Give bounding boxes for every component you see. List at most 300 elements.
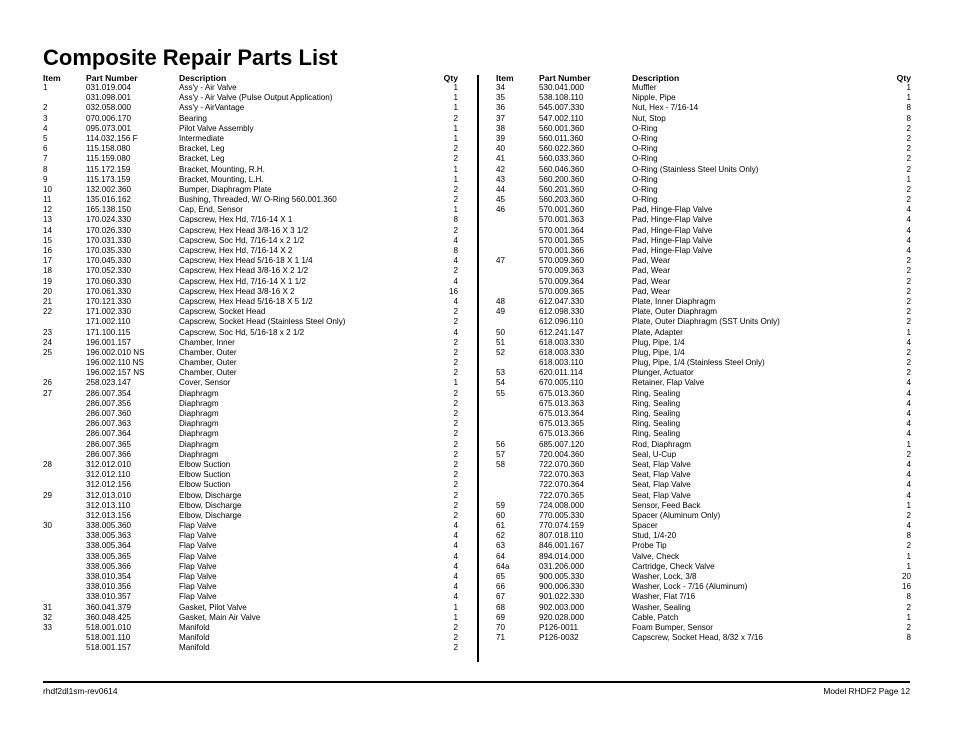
item-number: 40 — [496, 144, 506, 154]
table-row — [496, 114, 914, 124]
quantity: 4 — [906, 378, 911, 388]
description: Seat, Flap Valve — [632, 470, 691, 480]
description: Flap Valve — [179, 531, 217, 541]
quantity: 2 — [906, 622, 911, 632]
part-number: P126-0011 — [539, 622, 579, 632]
quantity: 1 — [906, 500, 911, 510]
quantity: 8 — [906, 592, 911, 602]
quantity: 1 — [453, 133, 458, 143]
quantity: 2 — [906, 286, 911, 296]
description: Diaphragm — [179, 449, 219, 459]
quantity: 2 — [453, 419, 458, 429]
column-divider — [477, 75, 479, 662]
quantity: 1 — [453, 93, 458, 103]
description: Capscrew, Socket Head (Stainless Steel Only) — [179, 317, 346, 327]
table-row — [496, 592, 914, 602]
table-row — [496, 246, 914, 256]
description: Bushing, Threaded, W/ O-Ring 560.001.360 — [179, 195, 337, 205]
quantity: 4 — [906, 459, 911, 469]
part-number: 031.206.000 — [539, 561, 585, 571]
description: Cap, End, Sensor — [179, 205, 243, 215]
part-number: 338.005.365 — [86, 551, 132, 561]
item-number: 60 — [496, 510, 506, 520]
quantity: 2 — [453, 459, 458, 469]
table-row — [43, 592, 463, 602]
description: Gasket, Main Air Valve — [179, 612, 261, 622]
quantity: 2 — [453, 643, 458, 653]
table-row — [43, 643, 463, 653]
item-number: 27 — [43, 388, 53, 398]
table-row — [496, 633, 914, 643]
part-number: 618.003.330 — [539, 337, 585, 347]
description: Elbow Suction — [179, 480, 231, 490]
item-number: 25 — [43, 347, 53, 357]
part-number: 618.003.330 — [539, 347, 585, 357]
table-row — [43, 572, 463, 582]
quantity: 2 — [906, 449, 911, 459]
description: Capscrew, Soc Hd, 7/16-14 x 2 1/2 — [179, 235, 305, 245]
item-number: 53 — [496, 368, 506, 378]
description: Plunger, Actuator — [632, 368, 694, 378]
description: Seal, U-Cup — [632, 449, 677, 459]
description: Nipple, Pipe — [632, 93, 676, 103]
item-number: 5 — [43, 133, 48, 143]
table-row — [496, 491, 914, 501]
part-number: 560.201.360 — [539, 184, 585, 194]
quantity: 1 — [906, 561, 911, 571]
part-number: 312.013.010 — [86, 490, 132, 500]
item-number: 45 — [496, 195, 506, 205]
part-number: 338.010.357 — [86, 592, 132, 602]
table-row — [496, 521, 914, 531]
part-number: 095.073.001 — [86, 123, 132, 133]
item-number: 66 — [496, 582, 506, 592]
quantity: 1 — [453, 602, 458, 612]
header-item: Item — [43, 73, 61, 83]
item-number: 49 — [496, 307, 506, 317]
table-row — [43, 511, 463, 521]
part-number: 286.007.366 — [86, 449, 132, 459]
table-row — [496, 470, 914, 480]
table-row — [496, 613, 914, 623]
item-number: 65 — [496, 572, 506, 581]
part-number: 114.032.156 F — [86, 133, 138, 143]
description: Pad, Wear — [632, 276, 671, 286]
table-row — [43, 307, 463, 317]
item-number: 29 — [43, 490, 53, 500]
part-number: 338.005.366 — [86, 561, 132, 571]
table-row — [43, 491, 463, 501]
quantity: 1 — [453, 164, 458, 174]
description: O-Ring — [632, 144, 658, 154]
quantity: 1 — [906, 83, 911, 92]
quantity: 2 — [906, 358, 911, 368]
table-header-right — [496, 73, 914, 83]
part-number: 135.016.162 — [86, 195, 132, 205]
part-number: 770.074.159 — [539, 521, 585, 531]
table-row — [496, 165, 914, 175]
description: Flap Valve — [179, 551, 217, 561]
table-row — [496, 93, 914, 103]
description: Gasket, Pilot Valve — [179, 602, 247, 612]
table-row — [43, 103, 463, 113]
quantity: 16 — [448, 286, 458, 296]
part-number: 032.058.000 — [86, 103, 132, 113]
part-number: 612.098.330 — [539, 307, 585, 317]
part-number: 338.005.363 — [86, 531, 132, 541]
table-row — [43, 582, 463, 592]
description: Plate, Outer Diaphragm — [632, 307, 718, 317]
table-row — [43, 134, 463, 144]
item-number: 48 — [496, 296, 506, 306]
part-number: 612.241.147 — [539, 327, 585, 337]
table-row — [496, 297, 914, 307]
quantity: 2 — [906, 195, 911, 205]
part-number: 570.001.366 — [539, 246, 585, 255]
table-row — [43, 399, 463, 409]
quantity: 2 — [906, 144, 911, 154]
part-number: 031.098.001 — [86, 93, 132, 103]
quantity: 4 — [906, 419, 911, 429]
quantity: 2 — [906, 317, 911, 327]
quantity: 2 — [453, 358, 458, 368]
table-row — [496, 572, 914, 582]
part-number: 900.005.330 — [539, 572, 585, 581]
item-number: 12 — [43, 205, 53, 215]
part-number: 902.003.000 — [539, 602, 585, 612]
part-number: 560.200.360 — [539, 174, 585, 184]
quantity: 2 — [453, 184, 458, 194]
description: Sensor, Feed Back — [632, 500, 701, 510]
table-row — [496, 256, 914, 266]
part-number: 031.019.004 — [86, 83, 132, 92]
part-number: 360.048.425 — [86, 612, 132, 622]
description: Bumper, Diaphragm Plate — [179, 184, 272, 194]
footer-page-number: Model RHDF2 Page 12 — [823, 686, 910, 696]
description: Plate, Inner Diaphragm — [632, 296, 716, 306]
quantity: 2 — [906, 602, 911, 612]
table-row — [43, 368, 463, 378]
item-number: 64a — [496, 561, 510, 571]
description: O-Ring — [632, 184, 658, 194]
part-number: 070.006.170 — [86, 113, 132, 123]
part-number: 171.002.330 — [86, 307, 132, 317]
part-number: 165.138.150 — [86, 205, 132, 215]
table-row — [43, 409, 463, 419]
quantity: 2 — [453, 439, 458, 449]
description: Ring, Sealing — [632, 429, 681, 439]
description: Pad, Wear — [632, 256, 671, 266]
table-row — [496, 501, 914, 511]
table-row — [496, 603, 914, 613]
quantity: 2 — [453, 368, 458, 378]
quantity: 4 — [453, 541, 458, 551]
table-row — [43, 633, 463, 643]
part-number: 171.100.115 — [86, 327, 131, 337]
table-row — [496, 541, 914, 551]
quantity: 4 — [906, 521, 911, 531]
quantity: 1 — [906, 612, 911, 622]
description: Nut, Stop — [632, 113, 666, 123]
part-number: 722.070.363 — [539, 470, 585, 480]
description: Flap Valve — [179, 572, 217, 581]
quantity: 2 — [453, 510, 458, 520]
part-number: 846.001.167 — [539, 541, 585, 551]
part-number: 675.013.364 — [539, 409, 585, 418]
quantity: 4 — [906, 480, 911, 490]
table-row — [43, 541, 463, 551]
part-number: 920.028.000 — [539, 612, 585, 622]
quantity: 2 — [906, 154, 911, 164]
item-number: 20 — [43, 286, 53, 296]
description: Elbow Suction — [179, 459, 231, 469]
quantity: 4 — [453, 235, 458, 245]
part-number: 338.010.354 — [86, 572, 132, 581]
quantity: 2 — [453, 633, 458, 643]
header-description: Description — [179, 73, 227, 83]
description: Cover, Sensor — [179, 378, 231, 388]
part-number: 286.007.356 — [86, 398, 132, 408]
table-row — [496, 287, 914, 297]
part-number: 132.002.360 — [86, 184, 132, 194]
quantity: 2 — [453, 225, 458, 235]
part-number: 560.011.360 — [539, 133, 584, 143]
quantity: 2 — [453, 195, 458, 205]
table-row — [496, 460, 914, 470]
part-number: 518.001.110 — [86, 633, 131, 643]
footer-rule — [43, 681, 910, 683]
description: Capscrew, Socket Head — [179, 307, 266, 317]
description: Spacer — [632, 521, 658, 531]
item-number: 42 — [496, 164, 506, 174]
item-number: 21 — [43, 296, 53, 306]
description: Diaphragm — [179, 419, 219, 429]
table-row — [43, 419, 463, 429]
description: Muffler — [632, 83, 657, 92]
part-number: 724.008.000 — [539, 500, 585, 510]
description: Pad, Wear — [632, 266, 671, 276]
item-number: 6 — [43, 144, 48, 154]
item-number: 13 — [43, 215, 53, 225]
description: Elbow, Discharge — [179, 490, 242, 500]
item-number: 8 — [43, 164, 48, 174]
quantity: 4 — [453, 551, 458, 561]
description: Diaphragm — [179, 409, 219, 418]
table-row — [43, 277, 463, 287]
description: Plate, Adapter — [632, 327, 683, 337]
quantity: 4 — [453, 521, 458, 531]
description: Nut, Hex - 7/16-14 — [632, 103, 699, 113]
part-number: 312.012.110 — [86, 470, 131, 480]
item-number: 10 — [43, 184, 53, 194]
description: Bearing — [179, 113, 207, 123]
part-number: 286.007.360 — [86, 409, 132, 418]
header-qty: Qty — [443, 73, 458, 83]
part-number: 722.070.360 — [539, 459, 585, 469]
rows-left — [43, 83, 463, 654]
description: Plug, Pipe, 1/4 — [632, 337, 685, 347]
part-number: 720.004.360 — [539, 449, 585, 459]
part-number: 620.011.114 — [539, 368, 583, 378]
page-title: Composite Repair Parts List — [43, 45, 338, 70]
table-row — [43, 185, 463, 195]
quantity: 4 — [906, 205, 911, 215]
quantity: 2 — [906, 133, 911, 143]
item-number: 57 — [496, 449, 506, 459]
part-number: 196.002.010 NS — [86, 347, 145, 357]
part-number: 570.009.363 — [539, 266, 585, 276]
table-row — [43, 480, 463, 490]
part-number: 570.009.364 — [539, 276, 585, 286]
quantity: 2 — [906, 123, 911, 133]
part-number: 338.010.356 — [86, 582, 132, 592]
part-number: 675.013.366 — [539, 429, 585, 439]
description: Flap Valve — [179, 592, 217, 602]
quantity: 2 — [906, 307, 911, 317]
description: Rod, Diaphragm — [632, 439, 691, 449]
quantity: 4 — [906, 409, 911, 418]
quantity: 4 — [906, 470, 911, 480]
table-row — [43, 226, 463, 236]
part-number: 170.024.330 — [86, 215, 132, 225]
description: Plug, Pipe, 1/4 — [632, 347, 685, 357]
description: Pad, Hinge-Flap Valve — [632, 246, 713, 255]
description: Manifold — [179, 643, 210, 653]
description: Chamber, Outer — [179, 347, 237, 357]
quantity: 4 — [453, 327, 458, 337]
description: Diaphragm — [179, 388, 219, 398]
description: Flap Valve — [179, 521, 217, 531]
table-row — [43, 256, 463, 266]
description: Flap Valve — [179, 582, 217, 592]
quantity: 2 — [453, 622, 458, 632]
quantity: 2 — [906, 164, 911, 174]
quantity: 2 — [453, 429, 458, 439]
table-row — [43, 317, 463, 327]
table-row — [43, 266, 463, 276]
part-number: 560.203.360 — [539, 195, 585, 205]
part-number: 196.002.110 NS — [86, 358, 144, 368]
table-row — [496, 328, 914, 338]
quantity: 2 — [453, 470, 458, 480]
item-number: 71 — [496, 633, 506, 643]
part-number: 807.018.110 — [539, 531, 584, 541]
quantity: 1 — [453, 123, 458, 133]
description: Capscrew, Socket Head, 8/32 x 7/16 — [632, 633, 763, 643]
header-part-number: Part Number — [539, 73, 591, 83]
table-row — [43, 246, 463, 256]
description: Capscrew, Hex Head 5/16-18 X 5 1/2 — [179, 296, 313, 306]
part-number: 170.045.330 — [86, 256, 132, 266]
table-row — [43, 470, 463, 480]
item-number: 28 — [43, 459, 53, 469]
description: Diaphragm — [179, 398, 219, 408]
item-number: 61 — [496, 521, 506, 531]
part-number: 545.007.330 — [539, 103, 585, 113]
part-number: 530.041.000 — [539, 83, 585, 92]
part-number: 338.005.364 — [86, 541, 132, 551]
quantity: 4 — [453, 296, 458, 306]
quantity: 2 — [906, 184, 911, 194]
description: Ring, Sealing — [632, 388, 681, 398]
description: Diaphragm — [179, 429, 219, 439]
quantity: 16 — [901, 582, 911, 592]
table-row — [43, 603, 463, 613]
quantity: 2 — [453, 409, 458, 418]
part-number: 675.013.365 — [539, 419, 585, 429]
part-number: 901.022.330 — [539, 592, 585, 602]
table-row — [43, 358, 463, 368]
quantity: 2 — [453, 449, 458, 459]
item-number: 38 — [496, 123, 506, 133]
item-number: 3 — [43, 113, 48, 123]
description: Ass'y - Air Valve (Pulse Output Application) — [179, 93, 333, 103]
table-row — [43, 144, 463, 154]
part-number: 560.033.360 — [539, 154, 585, 164]
item-number: 67 — [496, 592, 506, 602]
quantity: 2 — [453, 144, 458, 154]
table-row — [496, 419, 914, 429]
quantity: 2 — [906, 510, 911, 520]
quantity: 8 — [453, 215, 458, 225]
item-number: 32 — [43, 612, 53, 622]
item-number: 36 — [496, 103, 506, 113]
item-number: 19 — [43, 276, 53, 286]
description: Pad, Hinge-Flap Valve — [632, 205, 713, 215]
item-number: 2 — [43, 103, 48, 113]
table-row — [43, 93, 463, 103]
description: Capscrew, Hex Head 3/8-16 X 2 — [179, 286, 295, 296]
part-number: 722.070.364 — [539, 480, 585, 490]
item-number: 70 — [496, 622, 506, 632]
item-number: 7 — [43, 154, 48, 164]
quantity: 1 — [906, 327, 911, 337]
table-row — [496, 154, 914, 164]
item-number: 16 — [43, 246, 53, 255]
table-row — [496, 83, 914, 93]
quantity: 4 — [453, 592, 458, 602]
part-number: 894.014.000 — [539, 551, 585, 561]
table-row — [496, 429, 914, 439]
table-row — [496, 236, 914, 246]
part-number: 196.002.157 NS — [86, 368, 145, 378]
description: Pilot Valve Assembly — [179, 123, 254, 133]
table-row — [496, 623, 914, 633]
part-number: 286.007.363 — [86, 419, 132, 429]
description: Bracket, Mounting, L.H. — [179, 174, 264, 184]
table-row — [43, 236, 463, 246]
part-number: 518.001.157 — [86, 643, 132, 653]
table-row — [496, 582, 914, 592]
item-number: 58 — [496, 459, 506, 469]
table-row — [496, 103, 914, 113]
description: Ring, Sealing — [632, 409, 681, 418]
quantity: 4 — [453, 276, 458, 286]
table-row — [496, 562, 914, 572]
quantity: 2 — [453, 388, 458, 398]
header-qty: Qty — [896, 73, 911, 83]
description: Pad, Wear — [632, 286, 671, 296]
item-number: 30 — [43, 521, 53, 531]
quantity: 4 — [906, 337, 911, 347]
part-number: 570.001.364 — [539, 225, 585, 235]
table-row — [43, 297, 463, 307]
description: Capscrew, Hex Hd, 7/16-14 X 1 1/2 — [179, 276, 306, 286]
description: Capscrew, Hex Hd, 7/16-14 X 1 — [179, 215, 293, 225]
description: Cable, Patch — [632, 612, 679, 622]
description: Capscrew, Hex Head 5/16-18 X 1 1/4 — [179, 256, 313, 266]
description: O-Ring — [632, 123, 658, 133]
